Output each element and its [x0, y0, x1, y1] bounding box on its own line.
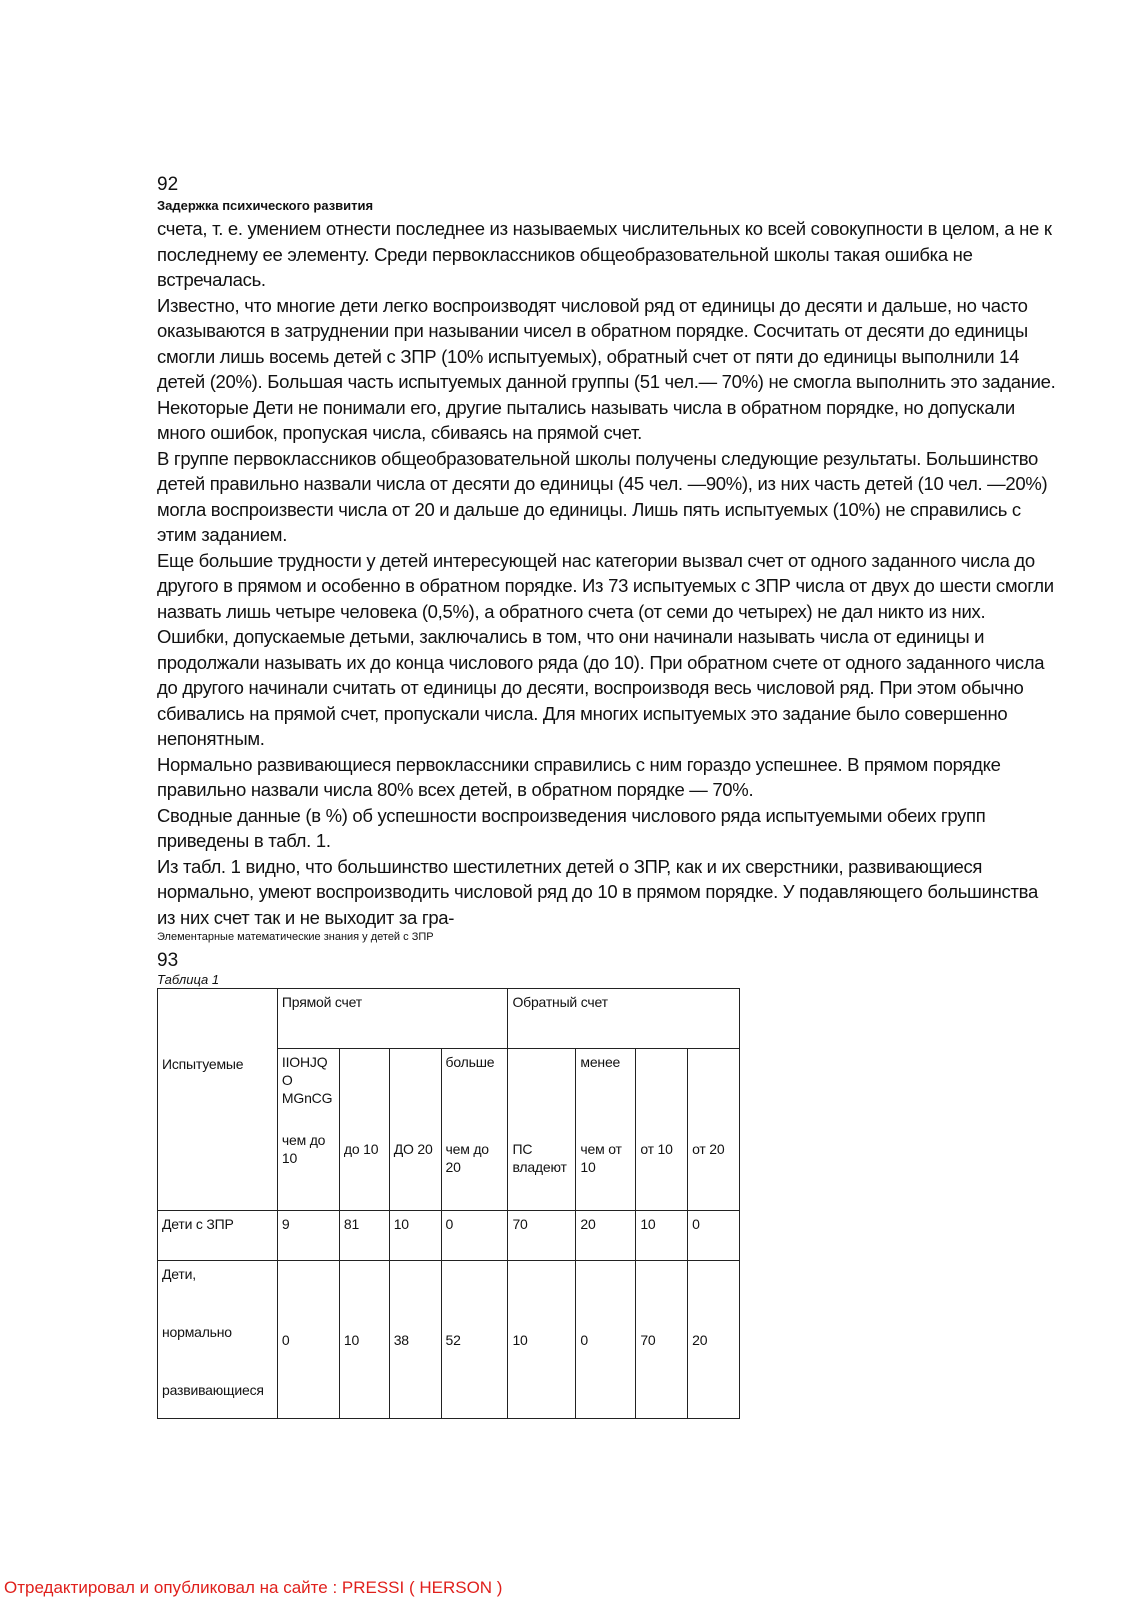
table-caption: Таблица 1	[157, 972, 220, 987]
header-col-3	[389, 1049, 441, 1211]
header-col-4	[441, 1049, 508, 1211]
table-cell: 81	[339, 1211, 389, 1261]
paragraph: Сводные данные (в %) об успешности воспроизведения числового ряда испытуемыми обеих групп приведены в табл. 1.	[157, 804, 986, 851]
table-row	[158, 1211, 740, 1261]
header-col-4-bottom: чем до 20	[445, 1141, 489, 1175]
row-label: Дети с ЗПР	[158, 1211, 278, 1261]
paragraph: Из табл. 1 видно, что большинство шестилетних детей о ЗПР, как и их сверстники, развивающиеся нормально, умеют воспроизводить числовой ряд до 10 в прямом порядке. У подавляющего большинства из них счет так и не выходит за гра-	[157, 855, 1038, 928]
row-label-line-1: Дети,	[162, 1266, 196, 1282]
header-col-7-label: от 10	[640, 1141, 673, 1157]
header-col-4-top: больше	[445, 1054, 495, 1070]
table-cell: 70	[508, 1211, 576, 1261]
running-head-bottom: Элементарные математические знания у детей с ЗПР	[157, 931, 434, 943]
paragraph: Еще большие трудности у детей интересующей нас категории вызвал счет от одного заданного числа до другого в прямом и особенно в обратном порядке. Из 73 испытуемых с ЗПР числа от двух до шести смогли назвать лишь четыре человека (0,5%), а обратного счета (от семи до четырех) не дал никто из них. Ошибки, допускаемые детьми, заключались в том, что они начинали называть числа от единицы и продолжали называть их до конца числового ряда (до 10). При обратном счете от одного заданного числа до другого начинали считать от единицы до десяти, воспроизводя весь числовой ряд. При этом обычно сбивались на прямой счет, пропускали числа. Для многих испытуемых это задание было совершенно непонятным.	[157, 549, 1054, 749]
body-text	[157, 216, 1057, 930]
header-col-6	[576, 1049, 636, 1211]
table-cell: 20	[576, 1211, 636, 1261]
row-label-line-2: нормально	[162, 1324, 232, 1340]
table-cell: 0	[688, 1211, 740, 1261]
results-table	[157, 988, 740, 1419]
header-col-1-top-b: O	[281, 1072, 293, 1088]
header-col-8-label: от 20	[692, 1141, 725, 1157]
paragraph: счета, т. е. умением отнести последнее из называемых числительных ко всей совокупности в целом, а не к последнему ее элементу. Среди первоклассников общеобразовательной школы такая ошибка не встречалась.	[157, 218, 1052, 290]
header-col-8	[688, 1049, 740, 1211]
table-cell: 38	[389, 1261, 441, 1419]
header-col-6-bottom: чем от 10	[580, 1141, 622, 1175]
header-col-1-top-c: MGnCG	[281, 1090, 333, 1106]
header-col-7	[636, 1049, 688, 1211]
row-label	[158, 1261, 278, 1419]
site-watermark: Отредактировал и опубликовал на сайте : PRESSI ( HERSON )	[4, 1578, 503, 1597]
header-reverse-count: Обратный счет	[508, 989, 740, 1049]
table-cell: 0	[441, 1211, 508, 1261]
header-col-5-label: ПС владеют	[512, 1141, 567, 1175]
header-col-1-top-a: IIOHJQ	[281, 1054, 328, 1070]
table-cell: 9	[277, 1211, 339, 1261]
header-col-2	[339, 1049, 389, 1211]
paragraph: Известно, что многие дети легко воспроизводят числовой ряд от единицы до десяти и дальше, но часто оказываются в затруднении при назывании чисел в обратном порядке. Сосчитать от десяти до единицы смогли лишь восемь детей с ЗПР (10% испытуемых), обратный счет от пяти до единицы выполнили 14 детей (20%). Большая часть испытуемых данной группы (51 чел.— 70%) не смогла выполнить это задание. Некоторые Дети не понимали его, другие пытались называть числа в обратном порядке, но допускали много ошибок, пропуская числа, сбиваясь на прямой счет.	[157, 294, 1056, 443]
header-direct-count: Прямой счет	[277, 989, 508, 1049]
header-col-6-top: менее	[580, 1054, 621, 1070]
header-col-2-label: до 10	[343, 1141, 379, 1157]
header-col-1-bottom: чем до 10	[281, 1132, 326, 1166]
table-cell: 10	[636, 1211, 688, 1261]
page-number-bottom: 93	[157, 950, 179, 971]
header-col-3-label: ДО 20	[393, 1141, 433, 1157]
table-cell: 10	[508, 1261, 576, 1419]
row-label-line-3: развивающиеся	[162, 1382, 264, 1398]
running-head: Задержка психического развития	[157, 198, 374, 213]
table-cell: 52	[441, 1261, 508, 1419]
table-cell: 20	[688, 1261, 740, 1419]
header-col-1	[277, 1049, 339, 1211]
paragraph: В группе первоклассников общеобразовательной школы получены следующие результаты. Большинство детей правильно назвали числа от десяти до единицы (45 чел. —90%), из них часть детей (10 чел. —20%) могла воспроизвести числа от 20 и дальше до единицы. Лишь пять испытуемых (10%) не справились с этим заданием.	[157, 447, 1048, 545]
table-cell: 70	[636, 1261, 688, 1419]
table-cell: 0	[277, 1261, 339, 1419]
header-col-5	[508, 1049, 576, 1211]
table-row	[158, 1261, 740, 1419]
table-cell: 10	[339, 1261, 389, 1419]
page-number: 92	[157, 174, 179, 195]
paragraph: Нормально развивающиеся первоклассники справились с ним гораздо успешнее. В прямом порядке правильно назвали числа 80% всех детей, в обратном порядке — 70%.	[157, 753, 1001, 800]
table-cell: 0	[576, 1261, 636, 1419]
header-subjects: Испытуемые	[158, 989, 278, 1211]
table-cell: 10	[389, 1211, 441, 1261]
